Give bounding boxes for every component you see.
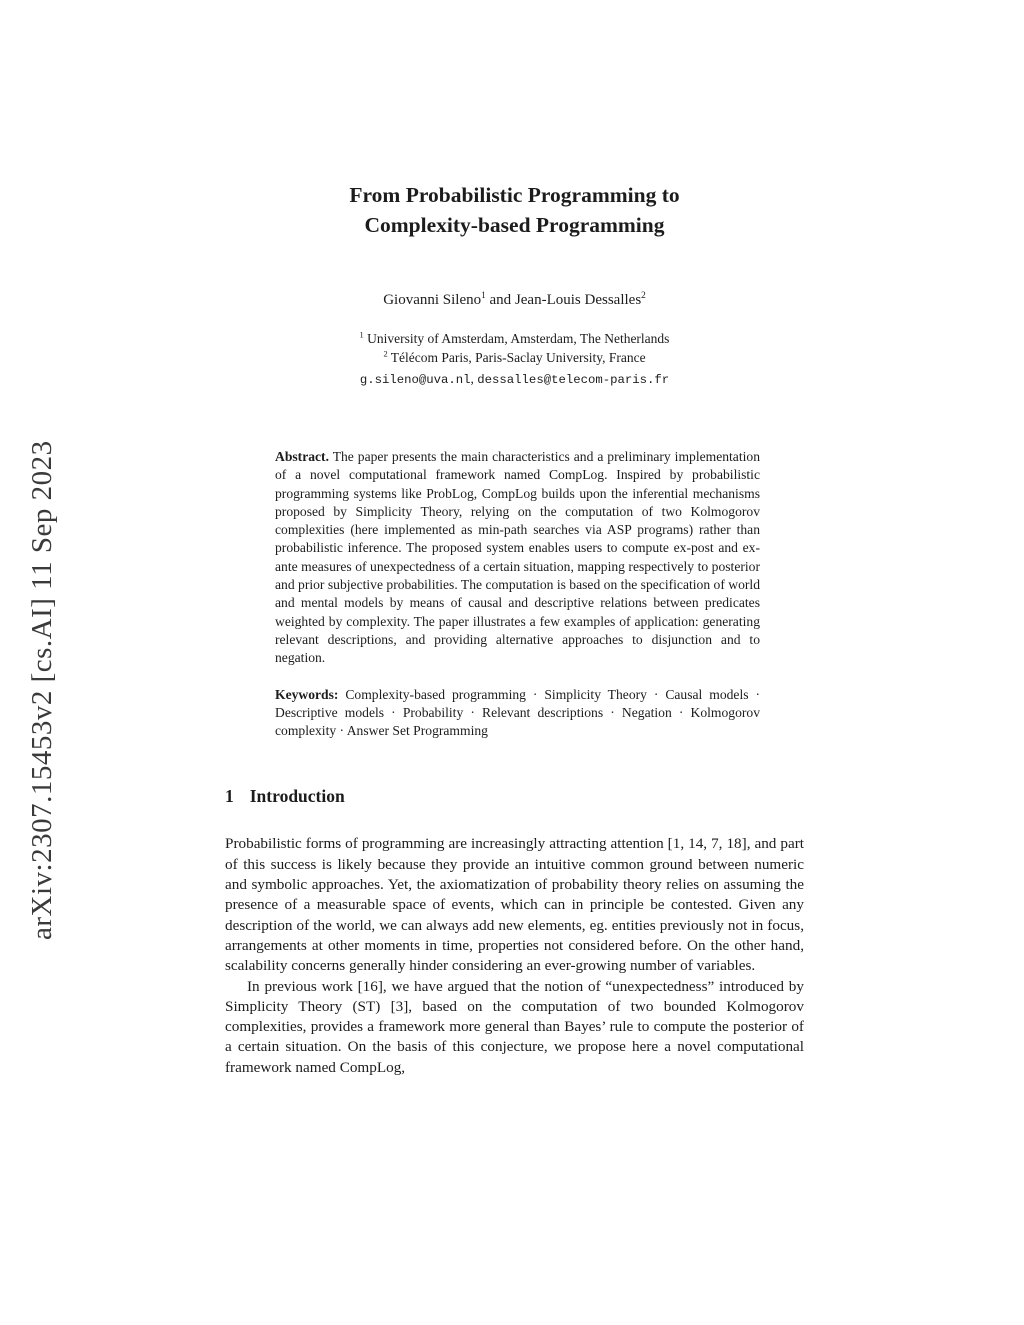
keywords-text: Complexity-based programming · Simplicity Theory · Causal models · Descriptive models · Probability · Relevant descriptions · Negation · Kolmogorov complexity · Answer Set Programming bbox=[275, 686, 760, 739]
abstract-block bbox=[275, 448, 760, 668]
affiliation-1 bbox=[225, 329, 804, 348]
affiliation-2-text: Télécom Paris, Paris-Saclay University, France bbox=[387, 350, 646, 365]
title-line-1: From Probabilistic Programming to bbox=[349, 183, 680, 207]
paper-content bbox=[225, 0, 804, 1078]
affiliation-1-text: University of Amsterdam, Amsterdam, The Netherlands bbox=[363, 331, 670, 346]
affiliations-block bbox=[225, 329, 804, 390]
intro-paragraph-1: Probabilistic forms of programming are increasingly attracting attention [1, 14, 7, 18], and part of this success is likely because they provide an intuitive common ground between numeric and symbolic approaches. Yet, the axiomatization of probability theory relies on assuming the presence of a measurable space of events, which can in principle be contested. Given any description of the world, we can always add new elements, eg. entities previously not in focus, arrangements at other moments in time, properties not considered before. On the other hand, scalability concerns generally hinder considering an ever-growing number of variables. bbox=[225, 835, 804, 975]
emails-line bbox=[225, 369, 804, 390]
emails-separator: , bbox=[470, 371, 478, 386]
keywords-label: Keywords: bbox=[275, 686, 339, 702]
authors-line bbox=[225, 292, 804, 309]
author-1: Giovanni Sileno bbox=[383, 292, 482, 308]
section-title: Introduction bbox=[249, 786, 345, 807]
authors-conjunction: and bbox=[485, 292, 515, 308]
affiliation-2 bbox=[225, 348, 804, 367]
author-2: Jean-Louis Dessalles bbox=[514, 292, 642, 308]
affiliation-1-mark: 1 bbox=[359, 330, 364, 340]
intro-paragraph-2: In previous work [16], we have argued that the notion of “unexpectedness” introduced by Simplicity Theory (ST) [3], based on the computation of two bounded Kolmogorov complexities, provides a framework more general than Bayes’ rule to compute the posterior of a certain situation. On the basis of this conjecture, we propose here a novel computational framework named CompLog, bbox=[225, 977, 804, 1076]
email-address-2: dessalles@telecom-paris.fr bbox=[477, 373, 670, 387]
keywords-block bbox=[275, 686, 760, 741]
author-1-affiliation-mark: 1 bbox=[481, 291, 486, 301]
abstract-label: Abstract. bbox=[275, 449, 329, 464]
section-heading-introduction bbox=[225, 786, 804, 807]
email-address-1: g.sileno@uva.nl bbox=[359, 373, 471, 387]
abstract-text: The paper presents the main characteristics and a preliminary implementation of a novel computational framework named CompLog. Inspired by probabilistic programming systems like ProbLog, CompLog builds upon the inferential mechanisms proposed by Simplicity Theory, relying on the computation of two Kolmogorov complexities (here implemented as min-path searches via ASP programs) rather than probabilistic inference. The proposed system enables users to compute ex-post and ex-ante measures of unexpectedness of a certain situation, mapping respectively to posterior and prior subjective probabilities. The computation is based on the specification of world and mental models by means of causal and descriptive relations between predicates weighted by complexity. The paper illustrates a few examples of application: generating relevant descriptions, and providing alternative approaches to disjunction and to negation. bbox=[275, 449, 760, 666]
title-line-2: Complexity-based Programming bbox=[364, 213, 665, 237]
section-number: 1 bbox=[225, 786, 234, 807]
paper-title bbox=[225, 180, 804, 240]
author-2-affiliation-mark: 2 bbox=[641, 291, 646, 301]
affiliation-2-mark: 2 bbox=[383, 349, 388, 359]
arxiv-watermark: arXiv:2307.15453v2 [cs.AI] 11 Sep 2023 bbox=[26, 440, 58, 940]
